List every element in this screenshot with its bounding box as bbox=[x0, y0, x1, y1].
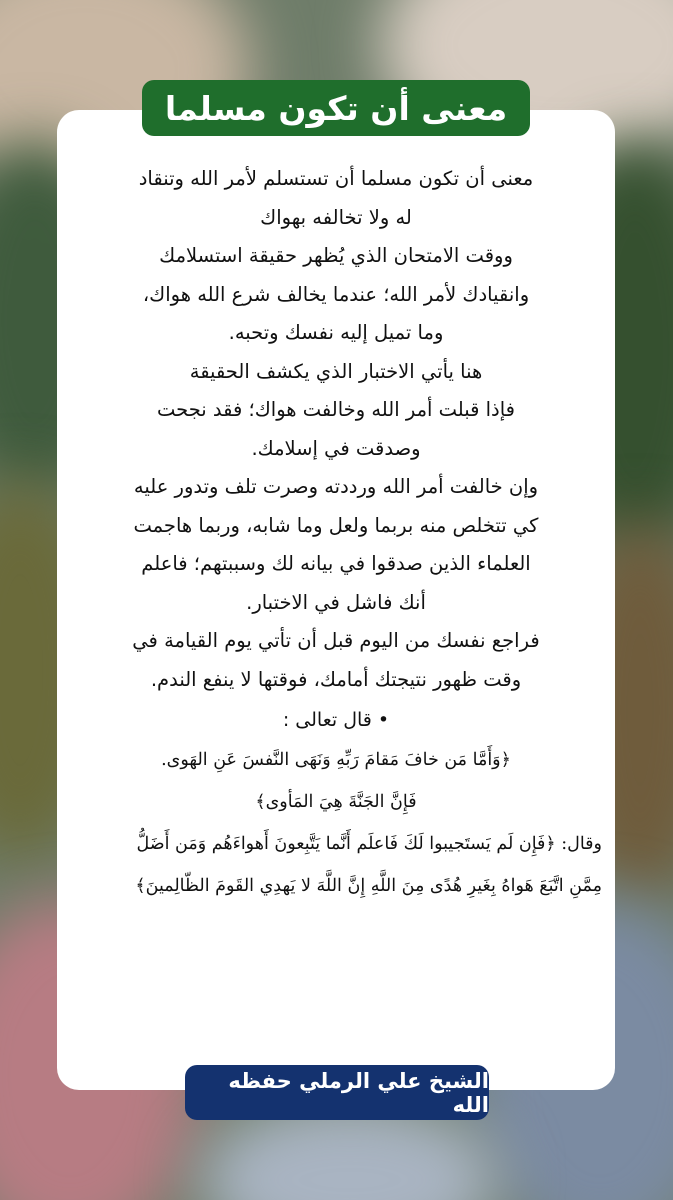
body-line: هنا يأتي الاختبار الذي يكشف الحقيقة bbox=[189, 359, 483, 383]
verse-line: وقال: ﴿فَإِن لَم يَستَجيبوا لَكَ فَاعلَم أَنَّما يَتَّبِعونَ أَهواءَهُم وَمَن أَضَلُّ bbox=[136, 834, 602, 854]
paragraph-lines bbox=[70, 160, 602, 699]
verse-line: مِمَّنِ اتَّبَعَ هَواهُ بِغَيرِ هُدًى مِنَ اللَّهِ إِنَّ اللَّهَ لا يَهدِي القَومَ الظّالِمينَ﴾ bbox=[135, 876, 602, 896]
body-line: معنى أن تكون مسلما أن تستسلم لأمر الله وتنقاد bbox=[138, 167, 534, 190]
author-banner bbox=[185, 1065, 489, 1120]
body-line: وإن خالفت أمر الله ورددته وصرت تلف وتدور عليه bbox=[133, 475, 539, 498]
verse-intro: • قال تعالى : bbox=[282, 709, 390, 731]
body-line: وقت ظهور نتيجتك أمامك، فوقتها لا ينفع الندم. bbox=[150, 667, 522, 691]
body-line: ووقت الامتحان الذي يُظهر حقيقة استسلامك bbox=[159, 244, 513, 267]
verse-line: ﴿وَأَمَّا مَن خافَ مَقامَ رَبِّهِ وَنَهَى النَّفسَ عَنِ الهَوى. bbox=[161, 750, 511, 770]
verse-line: فَإِنَّ الجَنَّةَ هِيَ المَأوى﴾ bbox=[255, 792, 417, 812]
body-line: فراجع نفسك من اليوم قبل أن تأتي يوم القيامة في bbox=[132, 629, 540, 652]
body-line: فإذا قبلت أمر الله وخالفت هواك؛ فقد نجحت bbox=[156, 398, 516, 421]
body-line: أنك فاشل في الاختبار. bbox=[246, 590, 426, 614]
page-title: معنى أن تكون مسلما bbox=[164, 88, 508, 128]
body-line: له ولا تخالفه بهواك bbox=[260, 205, 412, 229]
body-line: وانقيادك لأمر الله؛ عندما يخالف شرع الله هواك، bbox=[142, 282, 530, 306]
author-name: الشيخ علي الرملي حفظه الله bbox=[228, 1068, 489, 1117]
body-line: العلماء الذين صدقوا في بيانه لك وسببتهم؛ فاعلم bbox=[141, 552, 531, 575]
article-body bbox=[70, 160, 602, 907]
title-banner bbox=[142, 80, 530, 136]
body-line: وما تميل إليه نفسك وتحبه. bbox=[228, 321, 444, 344]
body-line: كي تتخلص منه بربما ولعل وما شابه، وربما هاجمت bbox=[133, 513, 539, 537]
body-line: وصدقت في إسلامك. bbox=[251, 436, 421, 460]
quran-verses bbox=[70, 701, 602, 907]
